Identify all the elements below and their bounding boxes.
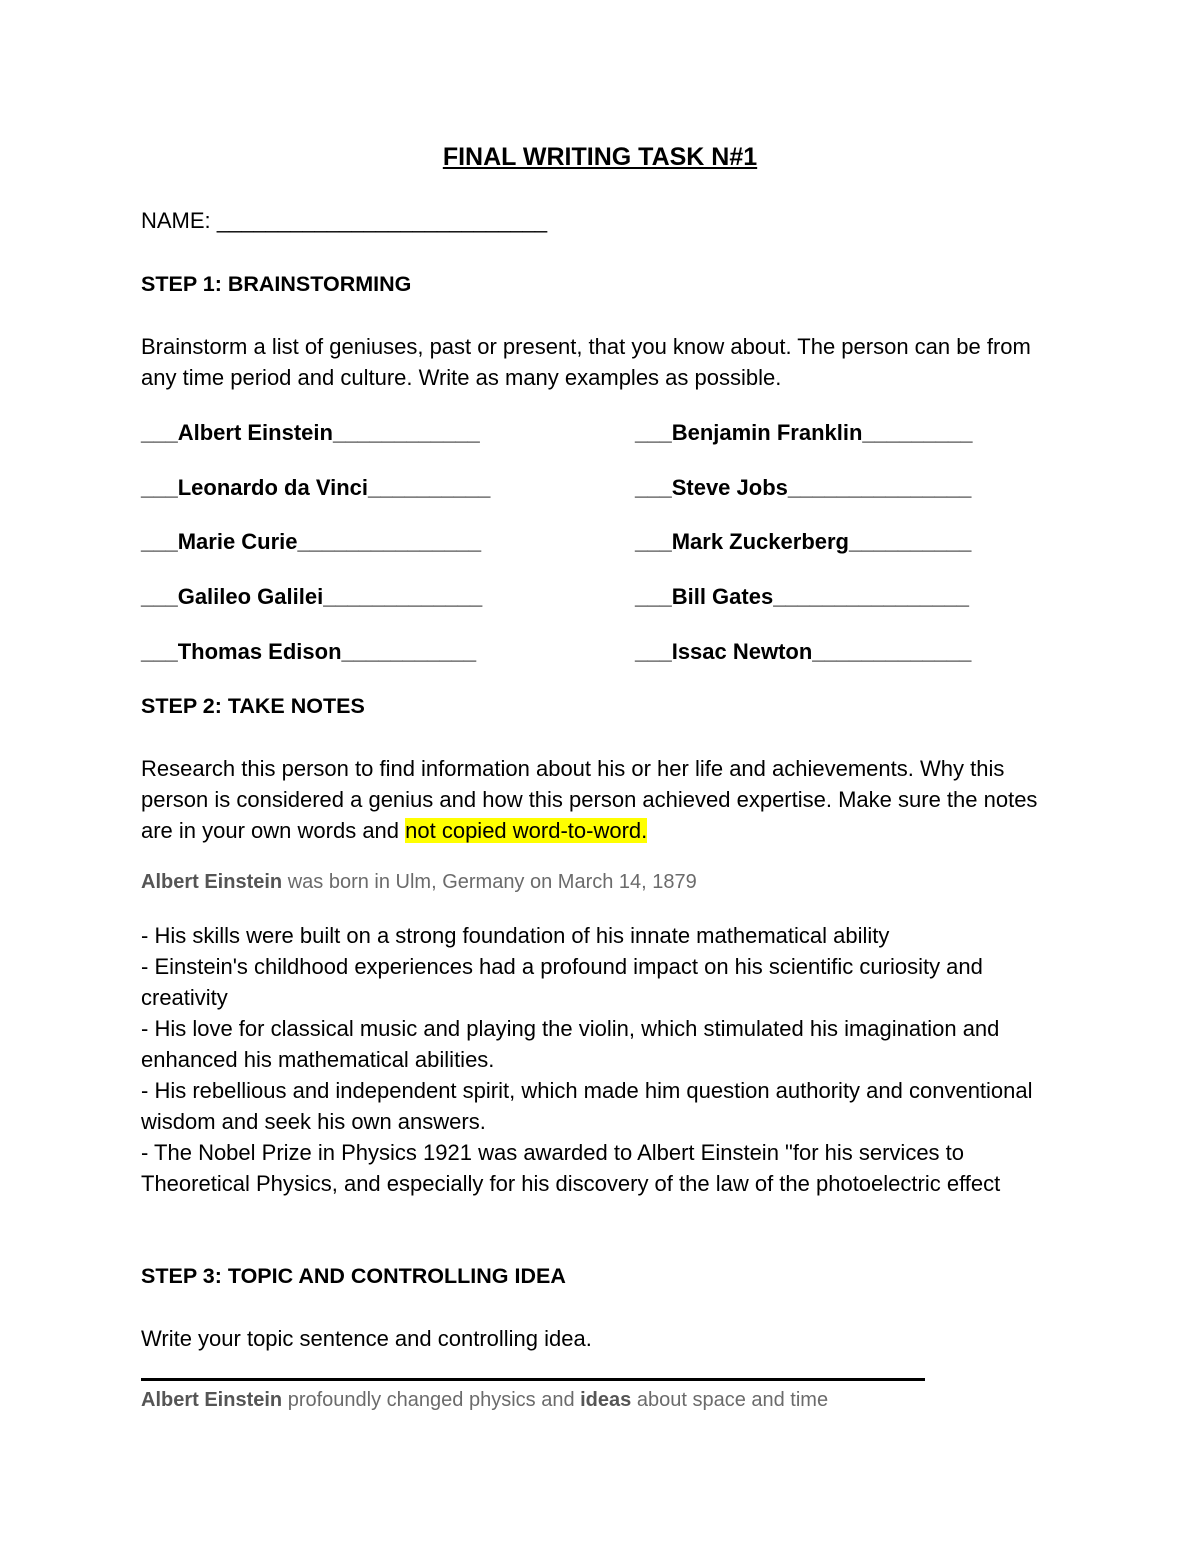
highlighted-warning: not copied word-to-word. [405, 818, 648, 843]
note-item: - His rebellious and independent spirit, which made him question authority and conventional wisdom and seek his own answers. [141, 1078, 1033, 1134]
genius-left-5: ___Thomas Edison___________ [141, 639, 477, 664]
answer-line [141, 1378, 925, 1381]
genius-left-4: ___Galileo Galilei_____________ [141, 584, 483, 609]
name-field [141, 208, 547, 234]
genius-left-3: ___Marie Curie_______________ [141, 529, 482, 554]
notes-list [141, 920, 1061, 1199]
topic-name: Albert Einstein [141, 1389, 283, 1411]
name-blank: ___________________________ [216, 208, 548, 233]
topic-end: about space and time [631, 1389, 829, 1411]
name-label: NAME: [141, 208, 211, 233]
page-title: FINAL WRITING TASK N#1 [442, 143, 758, 171]
born-details: was born in Ulm, Germany on March 14, 1879 [282, 871, 697, 893]
step2-instructions-text: Research this person to find information about his or her life and achievements. Why this person is considered a genius and how this person achieved expertise. Make sure the notes are in your own words and [141, 756, 1038, 843]
step3-heading: STEP 3: TOPIC AND CONTROLLING IDEA [141, 1264, 566, 1288]
topic-sentence [141, 1389, 828, 1412]
genius-left-2: ___Leonardo da Vinci__________ [141, 475, 491, 500]
genius-right-2: ___Steve Jobs_______________ [635, 475, 972, 500]
born-name: Albert Einstein [141, 871, 283, 893]
step3-instructions: Write your topic sentence and controlling idea. [141, 1326, 592, 1351]
note-item: - The Nobel Prize in Physics 1921 was awarded to Albert Einstein "for his services to Theoretical Physics, and especially for his discovery of the law of the photoelectric effect [141, 1140, 1001, 1196]
step2-instructions [141, 753, 1061, 846]
step2-heading: STEP 2: TAKE NOTES [141, 694, 365, 718]
note-item: - His skills were built on a strong foundation of his innate mathematical ability [141, 923, 890, 948]
genius-right-4: ___Bill Gates________________ [635, 584, 969, 609]
born-line [141, 871, 697, 894]
genius-right-5: ___Issac Newton_____________ [635, 639, 972, 664]
topic-bold-word: ideas [580, 1389, 632, 1411]
note-item: - His love for classical music and playing the violin, which stimulated his imagination and enhanced his mathematical abilities. [141, 1016, 1000, 1072]
genius-right-3: ___Mark Zuckerberg__________ [635, 529, 972, 554]
note-item: - Einstein's childhood experiences had a profound impact on his scientific curiosity and creativity [141, 954, 983, 1010]
step1-heading: STEP 1: BRAINSTORMING [141, 272, 412, 296]
step1-instructions: Brainstorm a list of geniuses, past or present, that you know about. The person can be from any time period and culture. Write as many examples as possible. [141, 334, 1031, 390]
genius-right-1: ___Benjamin Franklin_________ [635, 420, 973, 445]
topic-middle: profoundly changed physics and [282, 1389, 581, 1411]
genius-left-1: ___Albert Einstein____________ [141, 420, 480, 445]
